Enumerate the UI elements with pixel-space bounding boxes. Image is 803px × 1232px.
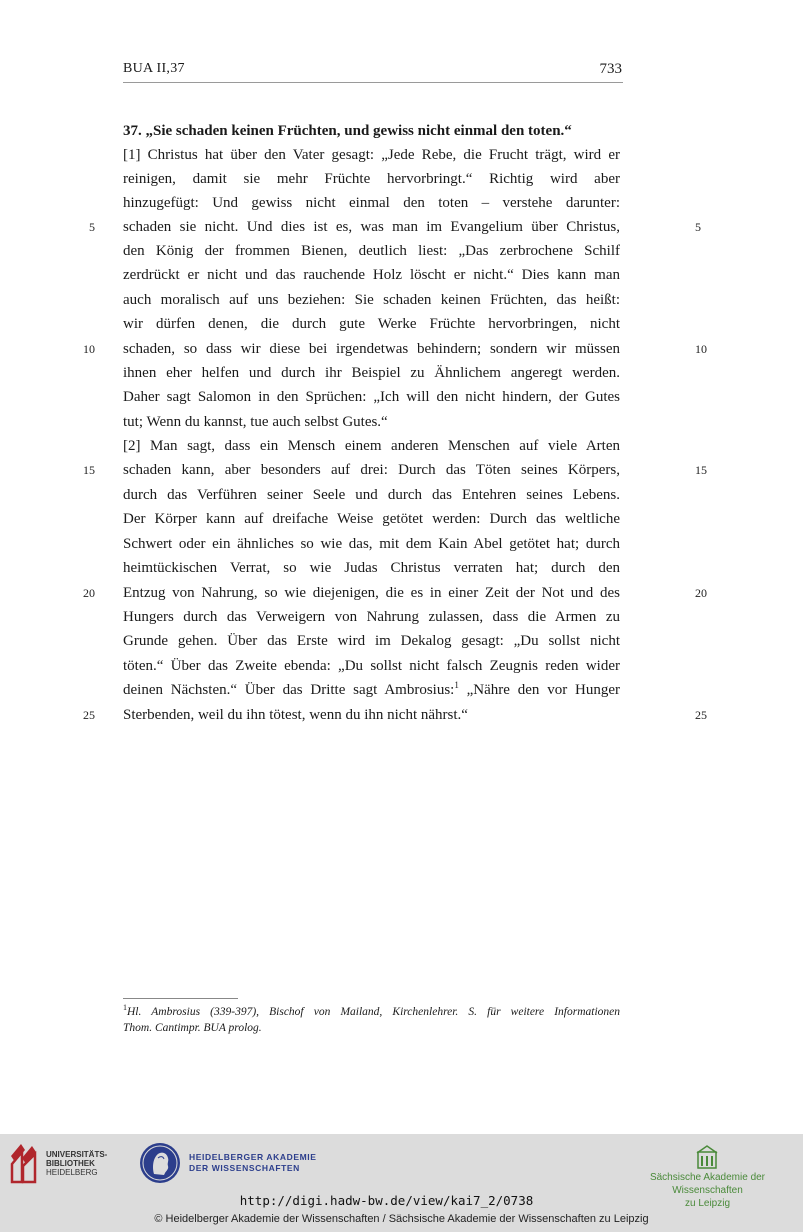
chapter-heading: 37. „Sie schaden keinen Früchten, und gewiss nicht einmal den toten.“ bbox=[123, 123, 572, 139]
text-line: wir dürfen denen, die durch gute Werke Früchte hervorbringen, nicht bbox=[123, 316, 620, 332]
text-line: Entzug von Nahrung, so wie diejenigen, die es in einer Zeit der Not und des bbox=[123, 585, 620, 601]
line-number: 15 bbox=[83, 463, 95, 477]
text-line: durch das Verführen seiner Seele und durch das Entehren seines Lebens. bbox=[123, 487, 620, 503]
running-header-section: BUA II,37 bbox=[123, 61, 185, 76]
text-line: Grunde gehen. Über das Erste wird im Dekalog gesagt: „Du sollst nicht bbox=[123, 633, 620, 649]
text-line: hinzugefügt: Und gewiss nicht einmal den toten – verstehe darunter: bbox=[123, 195, 620, 211]
saxon-academy-logo-icon[interactable] bbox=[696, 1144, 718, 1170]
academy-name bbox=[189, 1152, 317, 1174]
line-number: 10 bbox=[83, 342, 95, 356]
text-line: heimtückischen Verrat, so wie Judas Christus verraten hat; durch den bbox=[123, 560, 620, 576]
hadw-name-line: DER WISSENSCHAFTEN bbox=[189, 1163, 300, 1173]
footnote-rule bbox=[123, 998, 238, 999]
ub-name-line: BIBLIOTHEK bbox=[46, 1159, 95, 1168]
text-line: tut; Wenn du kannst, tue auch selbst Gutes.“ bbox=[123, 414, 388, 430]
text-line: auch moralisch auf uns beziehen: Sie schaden keinen Früchten, das heißt: bbox=[123, 292, 620, 308]
footnote-text-continued: Thom. Cantimpr. BUA prolog. bbox=[123, 1022, 262, 1034]
ub-name-line: UNIVERSITÄTS- bbox=[46, 1150, 108, 1159]
line-number: 25 bbox=[83, 708, 95, 722]
text-line: [1] Christus hat über den Vater gesagt: „Jede Rebe, die Frucht trägt, wird er bbox=[123, 147, 620, 163]
footnote bbox=[123, 1004, 620, 1020]
saw-name-line: zu Leipzig bbox=[684, 1198, 731, 1209]
saw-name-line: Sächsische Akademie der Wissenschaften bbox=[649, 1172, 766, 1196]
text-line bbox=[123, 678, 620, 702]
text-line: [2] Man sagt, dass ein Mensch einem anderen Menschen auf viele Arten bbox=[123, 438, 620, 454]
copyright-notice: © Heidelberger Akademie der Wissenschaften / Sächsische Akademie der Wissenschaften zu Leipzig bbox=[154, 1213, 649, 1225]
text-line: Schwert oder ein ähnliches so wie das, mit dem Kain Abel getötet hat; durch bbox=[123, 536, 620, 552]
text-line: Daher sagt Salomon in den Sprüchen: „Ich will den nicht hindern, der Gutes bbox=[123, 389, 620, 405]
line-number: 10 bbox=[695, 342, 707, 356]
line-number: 25 bbox=[695, 708, 707, 722]
text-line: ihnen eher helfen und durch ihr Beispiel zu Ähnlichem angeregt werden. bbox=[123, 365, 620, 381]
text-line: den König der frommen Bienen, deutlich liest: „Das zerbrochene Schilf bbox=[123, 243, 620, 259]
text-line: Hungers durch das Verweigern von Nahrung zulassen, dass die Armen zu bbox=[123, 609, 620, 625]
text-line: reinigen, damit sie mehr Früchte hervorbringt.“ Richtig wird aber bbox=[123, 171, 620, 187]
text-line: schaden, so dass wir diese bei irgendetwas behindern; sondern wir müssen bbox=[123, 341, 620, 357]
text-line: schaden kann, aber besonders auf drei: Durch das Töten seines Körpers, bbox=[123, 462, 620, 478]
footnote-number: 1 bbox=[123, 1003, 127, 1013]
text-line: zerdrückt er nicht und das rauchende Holz löscht er nicht.“ Dies kann man bbox=[123, 267, 620, 283]
footnote-marker[interactable]: 1 bbox=[454, 680, 459, 690]
text-line: Der Körper kann auf dreifache Weise getötet werden: Durch das weltliche bbox=[123, 511, 620, 527]
text-line: töten.“ Über das Zweite ebenda: „Du sollst nicht falsch Zeugnis reden wider bbox=[123, 658, 620, 674]
page-number: 733 bbox=[599, 61, 622, 77]
line-number: 20 bbox=[83, 586, 95, 600]
permalink-url[interactable]: http://digi.hadw-bw.de/view/kai7_2/0738 bbox=[239, 1193, 534, 1208]
hadw-name-line: HEIDELBERGER AKADEMIE bbox=[189, 1152, 317, 1162]
ub-name-line: HEIDELBERG bbox=[46, 1168, 98, 1177]
line-number: 20 bbox=[695, 586, 707, 600]
university-library-logo-icon[interactable] bbox=[9, 1142, 41, 1184]
academy-seal-icon[interactable] bbox=[139, 1142, 181, 1184]
text-line-part: deinen Nächsten.“ Über das Dritte sagt Ambrosius: bbox=[123, 682, 455, 698]
line-number: 15 bbox=[695, 463, 707, 477]
footnote-text: Hl. Ambrosius (339-397), Bischof von Mailand, Kirchenlehrer. S. für weitere Informationen bbox=[127, 1006, 620, 1018]
university-library-name bbox=[46, 1150, 107, 1177]
line-number: 5 bbox=[89, 220, 95, 234]
text-line: Sterbenden, weil du ihn tötest, wenn du ihn nicht nährst.“ bbox=[123, 707, 468, 723]
line-number: 5 bbox=[695, 220, 701, 234]
text-line-part: „Nähre den vor Hunger bbox=[458, 682, 620, 698]
header-rule bbox=[123, 82, 623, 83]
text-line: schaden sie nicht. Und dies ist es, was man im Evangelium über Christus, bbox=[123, 219, 620, 235]
